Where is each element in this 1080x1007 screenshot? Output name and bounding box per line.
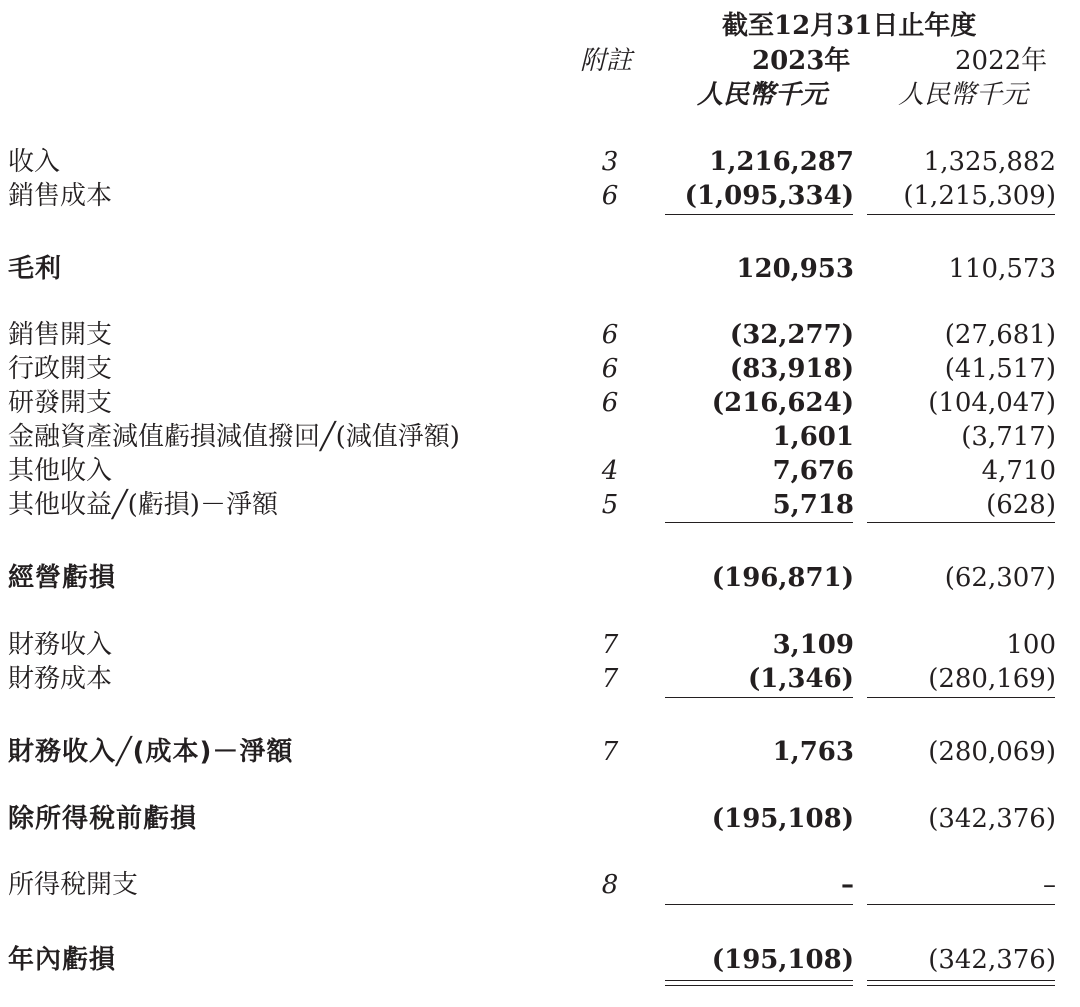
value-2023: 1,216,287 — [709, 147, 854, 177]
subtotal-rule-2023 — [665, 522, 853, 523]
value-2023: (195,108) — [711, 945, 854, 975]
row-loss-for-year — [0, 943, 1080, 977]
row-label: 銷售開支 — [8, 320, 113, 350]
value-2022: (280,169) — [928, 664, 1056, 694]
value-2022: (342,376) — [928, 804, 1056, 834]
value-2023: (216,624) — [711, 388, 854, 418]
row-label: 財務收入╱(成本)－淨額 — [8, 737, 294, 767]
value-2023: 5,718 — [772, 490, 854, 520]
row-note: 8 — [601, 870, 619, 900]
value-2022: (41,517) — [944, 354, 1056, 384]
total-double-rule-2023 — [665, 980, 853, 986]
row-note: 7 — [601, 737, 619, 767]
value-2023: (195,108) — [711, 804, 854, 834]
row-label: 所得稅開支 — [8, 870, 139, 900]
value-2023: (83,918) — [729, 354, 854, 384]
year-2022-header: 2022年 — [955, 46, 1048, 76]
row-label: 財務收入 — [8, 630, 113, 660]
unit-2022-header: 人民幣千元 — [898, 80, 1029, 110]
period-header: 截至12月31日止年度 — [722, 11, 977, 41]
value-2022: (280,069) — [928, 737, 1056, 767]
value-2022: 110,573 — [948, 254, 1056, 284]
row-loss-before-tax — [0, 802, 1080, 836]
unit-2023-header: 人民幣千元 — [697, 80, 828, 110]
value-2022: 100 — [1006, 630, 1056, 660]
row-label: 其他收入 — [8, 456, 113, 486]
row-note: 6 — [601, 181, 619, 211]
row-label: 行政開支 — [8, 354, 113, 384]
row-selling-expenses — [0, 318, 1080, 352]
row-other-gains-losses — [0, 488, 1080, 522]
row-label: 金融資產減值虧損減值撥回╱(減值淨額) — [8, 422, 460, 452]
value-2023: 1,601 — [772, 422, 854, 452]
total-double-rule-2022 — [867, 980, 1055, 986]
row-label: 研發開支 — [8, 388, 113, 418]
row-note: 6 — [601, 320, 619, 350]
row-admin-expenses — [0, 352, 1080, 386]
row-note: 4 — [601, 456, 619, 486]
year-2023-header: 2023年 — [752, 46, 851, 76]
row-other-income — [0, 454, 1080, 488]
value-2022: (27,681) — [944, 320, 1056, 350]
row-note: 6 — [601, 354, 619, 384]
row-impairment-reversal — [0, 420, 1080, 454]
subtotal-rule-2022 — [867, 522, 1055, 523]
note-column-header: 附註 — [580, 46, 633, 76]
subtotal-rule-2023 — [665, 214, 853, 215]
row-operating-loss — [0, 561, 1080, 595]
row-note: 6 — [601, 388, 619, 418]
value-2023: 1,763 — [772, 737, 854, 767]
row-label: 財務成本 — [8, 664, 113, 694]
row-note: 5 — [601, 490, 619, 520]
row-note: 7 — [601, 630, 619, 660]
value-2023: 3,109 — [772, 630, 854, 660]
row-label: 經營虧損 — [8, 563, 117, 593]
subtotal-rule-2022 — [867, 904, 1055, 905]
value-2022: (62,307) — [944, 563, 1056, 593]
row-label: 其他收益╱(虧損)－淨額 — [8, 490, 278, 520]
subtotal-rule-2022 — [867, 214, 1055, 215]
value-2022: 1,325,882 — [923, 147, 1056, 177]
value-2023: (1,346) — [747, 664, 854, 694]
row-finance-income — [0, 628, 1080, 662]
row-finance-costs — [0, 662, 1080, 696]
row-cost-of-sales — [0, 179, 1080, 213]
value-2022: (3,717) — [961, 422, 1056, 452]
value-2022: (342,376) — [928, 945, 1056, 975]
row-label: 毛利 — [8, 254, 63, 284]
row-net-finance — [0, 735, 1080, 769]
value-2022: (628) — [986, 490, 1056, 520]
subtotal-rule-2022 — [867, 697, 1055, 698]
value-2023: 120,953 — [736, 254, 854, 284]
row-label: 除所得稅前虧損 — [8, 804, 198, 834]
subtotal-rule-2023 — [665, 904, 853, 905]
row-label: 年內虧損 — [8, 945, 117, 975]
value-2022: 4,710 — [981, 456, 1056, 486]
subtotal-rule-2023 — [665, 697, 853, 698]
value-2023: 7,676 — [772, 456, 854, 486]
value-2023: (196,871) — [711, 563, 854, 593]
row-label: 銷售成本 — [8, 181, 113, 211]
row-income-tax — [0, 868, 1080, 902]
row-revenue — [0, 145, 1080, 179]
value-2022: (104,047) — [928, 388, 1056, 418]
row-rd-expenses — [0, 386, 1080, 420]
value-2023: (32,277) — [729, 320, 854, 350]
value-2022: (1,215,309) — [903, 181, 1056, 211]
value-2023: (1,095,334) — [684, 181, 854, 211]
row-label: 收入 — [8, 147, 61, 177]
row-gross-profit — [0, 252, 1080, 286]
value-2023: – — [841, 870, 854, 900]
row-note: 7 — [601, 664, 619, 694]
row-note: 3 — [601, 147, 619, 177]
value-2022: – — [1043, 870, 1056, 900]
